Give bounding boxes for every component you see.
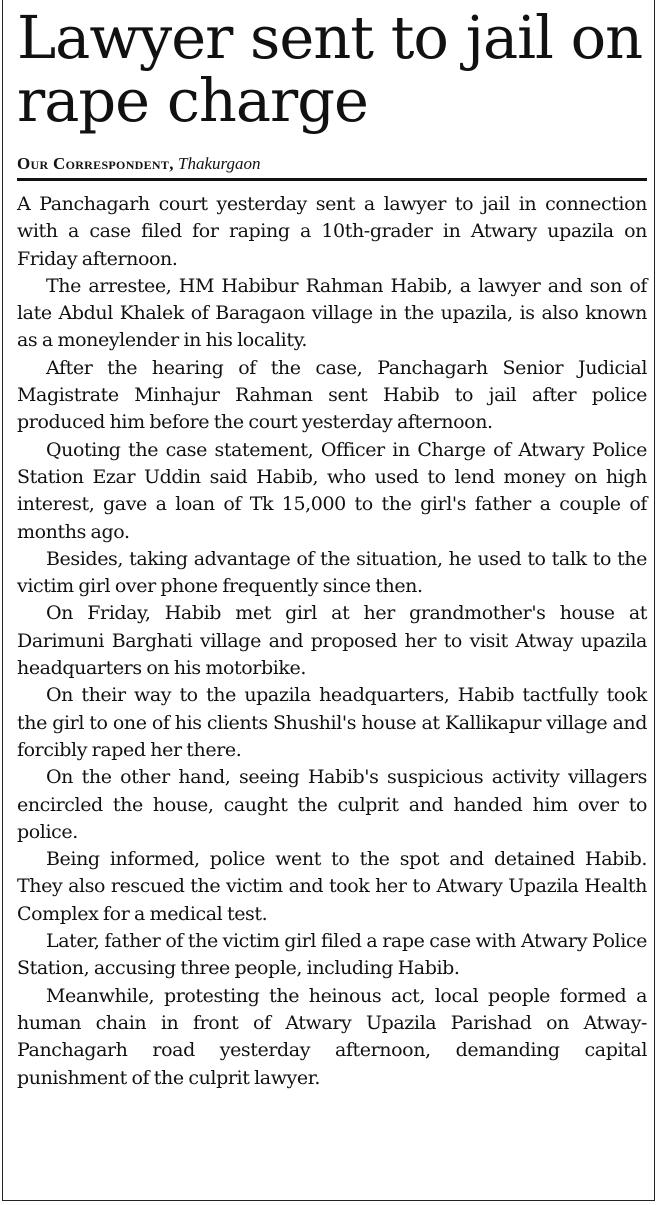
paragraph: The arrestee, HM Habibur Rahman Habib, a lawyer and son of late Abdul Khalek of Baragaon village in the upazila, is also known as a moneylender in his locality.	[17, 274, 647, 352]
paragraph: Besides, taking advantage of the situation, he used to talk to the victim girl over phone frequently since then.	[17, 547, 647, 598]
paragraph: On Friday, Habib met girl at her grandmother's house at Darimuni Barghati village and proposed her to visit Atway upazila headquarters on his motorbike.	[17, 602, 647, 680]
paragraph: Quoting the case statement, Officer in Charge of Atwary Police Station Ezar Uddin said Habib, who used to lend money on high interest, gave a loan of Tk 15,000 to the girl's father a couple of months ago.	[17, 438, 647, 543]
paragraph: Being informed, police went to the spot and detained Habib. They also rescued the victim and took her to Atwary Upazila Health Complex for a medical test.	[17, 848, 647, 925]
paragraph: On their way to the upazila headquarters, Habib tactfully took the girl to one of his clients Shushil's house at Kallikapur village and forcibly raped her there.	[17, 684, 647, 761]
paragraph: A Panchagarh court yesterday sent a lawyer to jail in connection with a case filed for raping a 10th-grader in Atwary upazila on Friday afternoon.	[17, 193, 647, 270]
paragraph: On the other hand, seeing Habib's suspicious activity villagers encircled the house, caught the culprit and handed him over to police.	[17, 766, 647, 843]
byline	[17, 154, 647, 174]
paragraph: Meanwhile, protesting the heinous act, local people formed a human chain in front of Atwary Upazila Parishad on Atway-Panchagarh road yesterday afternoon, demanding capital punishment of the culprit lawyer.	[17, 984, 647, 1089]
headline: Lawyer sent to jail on rape charge	[17, 3, 643, 135]
paragraph: Later, father of the victim girl filed a rape case with Atwary Police Station, accusing three people, including Habib.	[17, 930, 647, 980]
article-body	[17, 191, 647, 1092]
paragraph: After the hearing of the case, Panchagarh Senior Judicial Magistrate Minhajur Rahman sent Habib to jail after police produced him before the court yesterday afternoon.	[17, 356, 647, 434]
byline-divider	[17, 178, 647, 181]
article	[17, 0, 647, 1092]
news-clipping	[2, 0, 655, 1201]
byline-author: Our Correspondent,	[17, 154, 174, 173]
byline-location: Thakurgaon	[178, 154, 261, 173]
